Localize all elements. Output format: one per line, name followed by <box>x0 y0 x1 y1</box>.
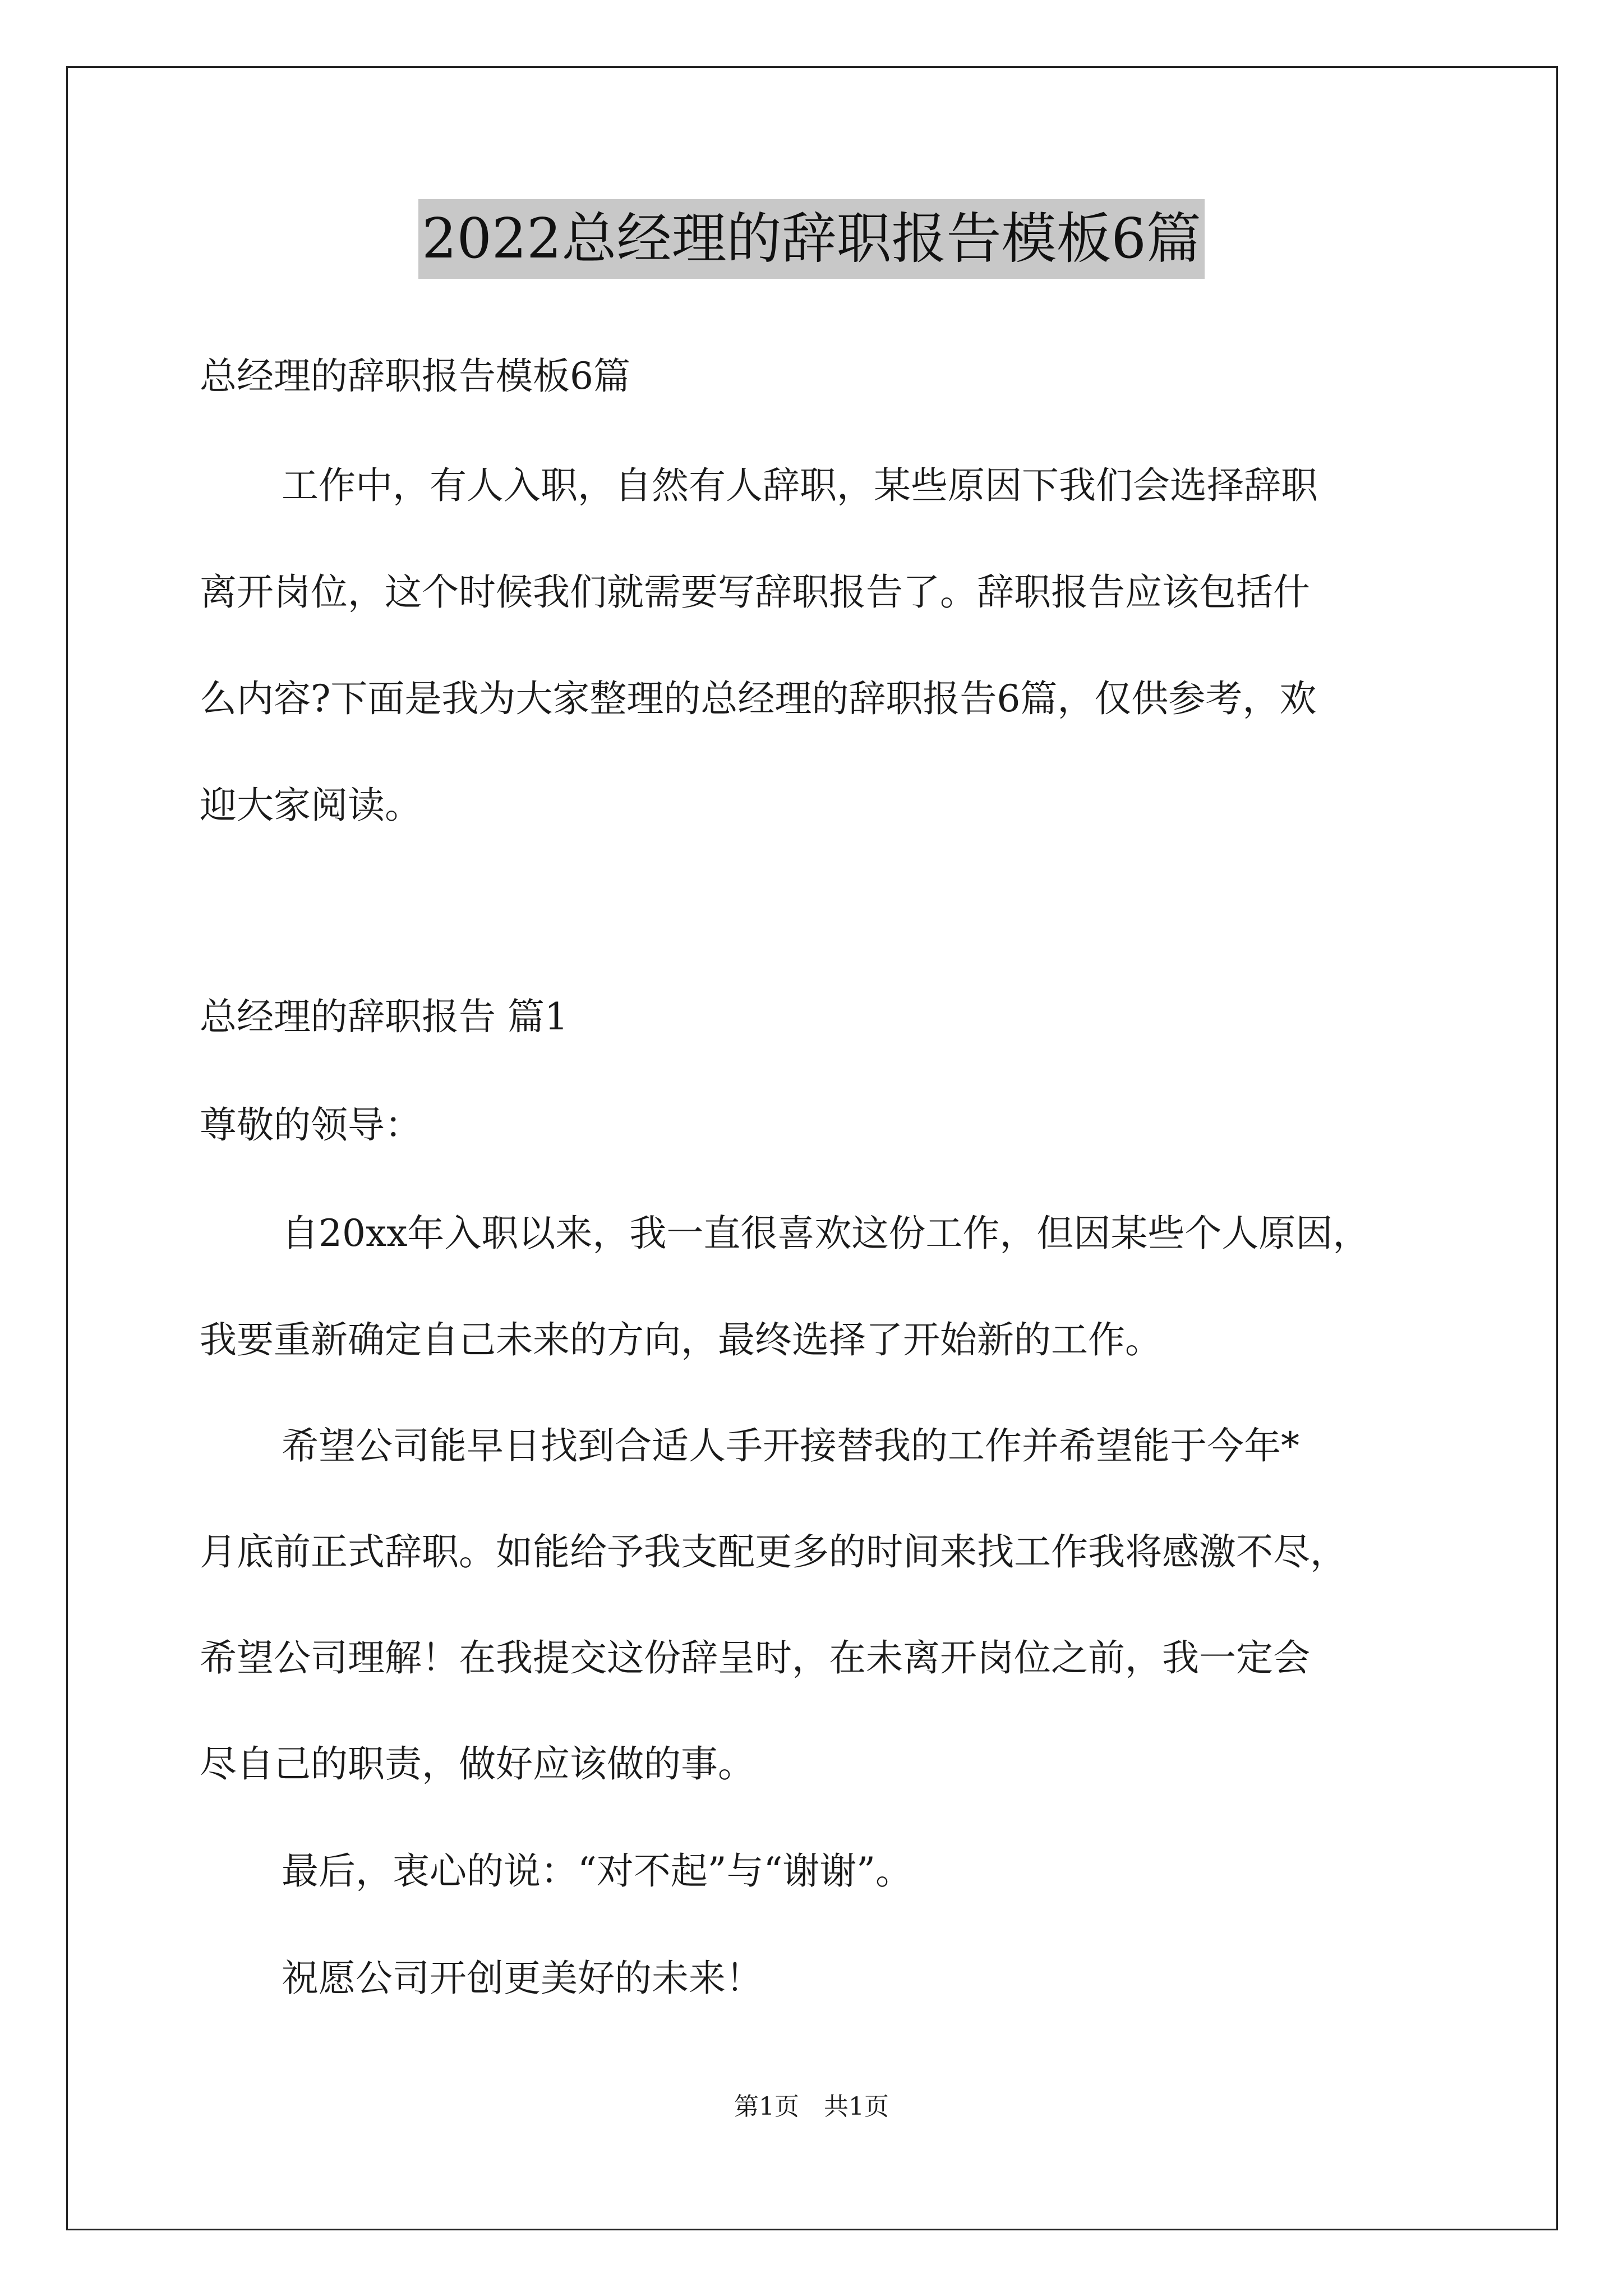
intro-line-1: 工作中，有人入职，自然有人辞职，某些原因下我们会选择辞职 <box>282 464 1318 507</box>
page-footer: 第1页 共1页 <box>734 2092 889 2121</box>
document-title: 2022总经理的辞职报告模板6篇 <box>418 199 1205 279</box>
body-line-5: 希望公司理解！在我提交这份辞呈时，在未离开岗位之前，我一定会 <box>200 1636 1310 1680</box>
body-line-3: 希望公司能早日找到合适人手开接替我的工作并希望能于今年* <box>282 1424 1299 1467</box>
body-line-7: 最后，衷心的说：“对不起”与“谢谢”。 <box>282 1849 912 1893</box>
body-line-8: 祝愿公司开创更美好的未来！ <box>282 1957 763 2000</box>
body-line-4: 月底前正式辞职。如能给予我支配更多的时间来找工作我将感激不尽， <box>200 1530 1347 1573</box>
body-line-1: 自20xx年入职以来，我一直很喜欢这份工作，但因某些个人原因， <box>282 1212 1370 1255</box>
section-heading: 总经理的辞职报告 篇1 <box>200 995 568 1038</box>
intro-line-3: 么内容?下面是我为大家整理的总经理的辞职报告6篇，仅供参考，欢 <box>200 677 1317 720</box>
title-container <box>0 199 1623 279</box>
body-line-6: 尽自己的职责，做好应该做的事。 <box>200 1742 755 1786</box>
body-line-2: 我要重新确定自己未来的方向，最终选择了开始新的工作。 <box>200 1318 1162 1361</box>
salutation: 尊敬的领导： <box>200 1103 422 1147</box>
intro-line-4: 迎大家阅读。 <box>200 784 422 827</box>
document-subtitle: 总经理的辞职报告模板6篇 <box>200 355 630 398</box>
intro-line-2: 离开岗位，这个时候我们就需要写辞职报告了。辞职报告应该包括什 <box>200 570 1310 614</box>
